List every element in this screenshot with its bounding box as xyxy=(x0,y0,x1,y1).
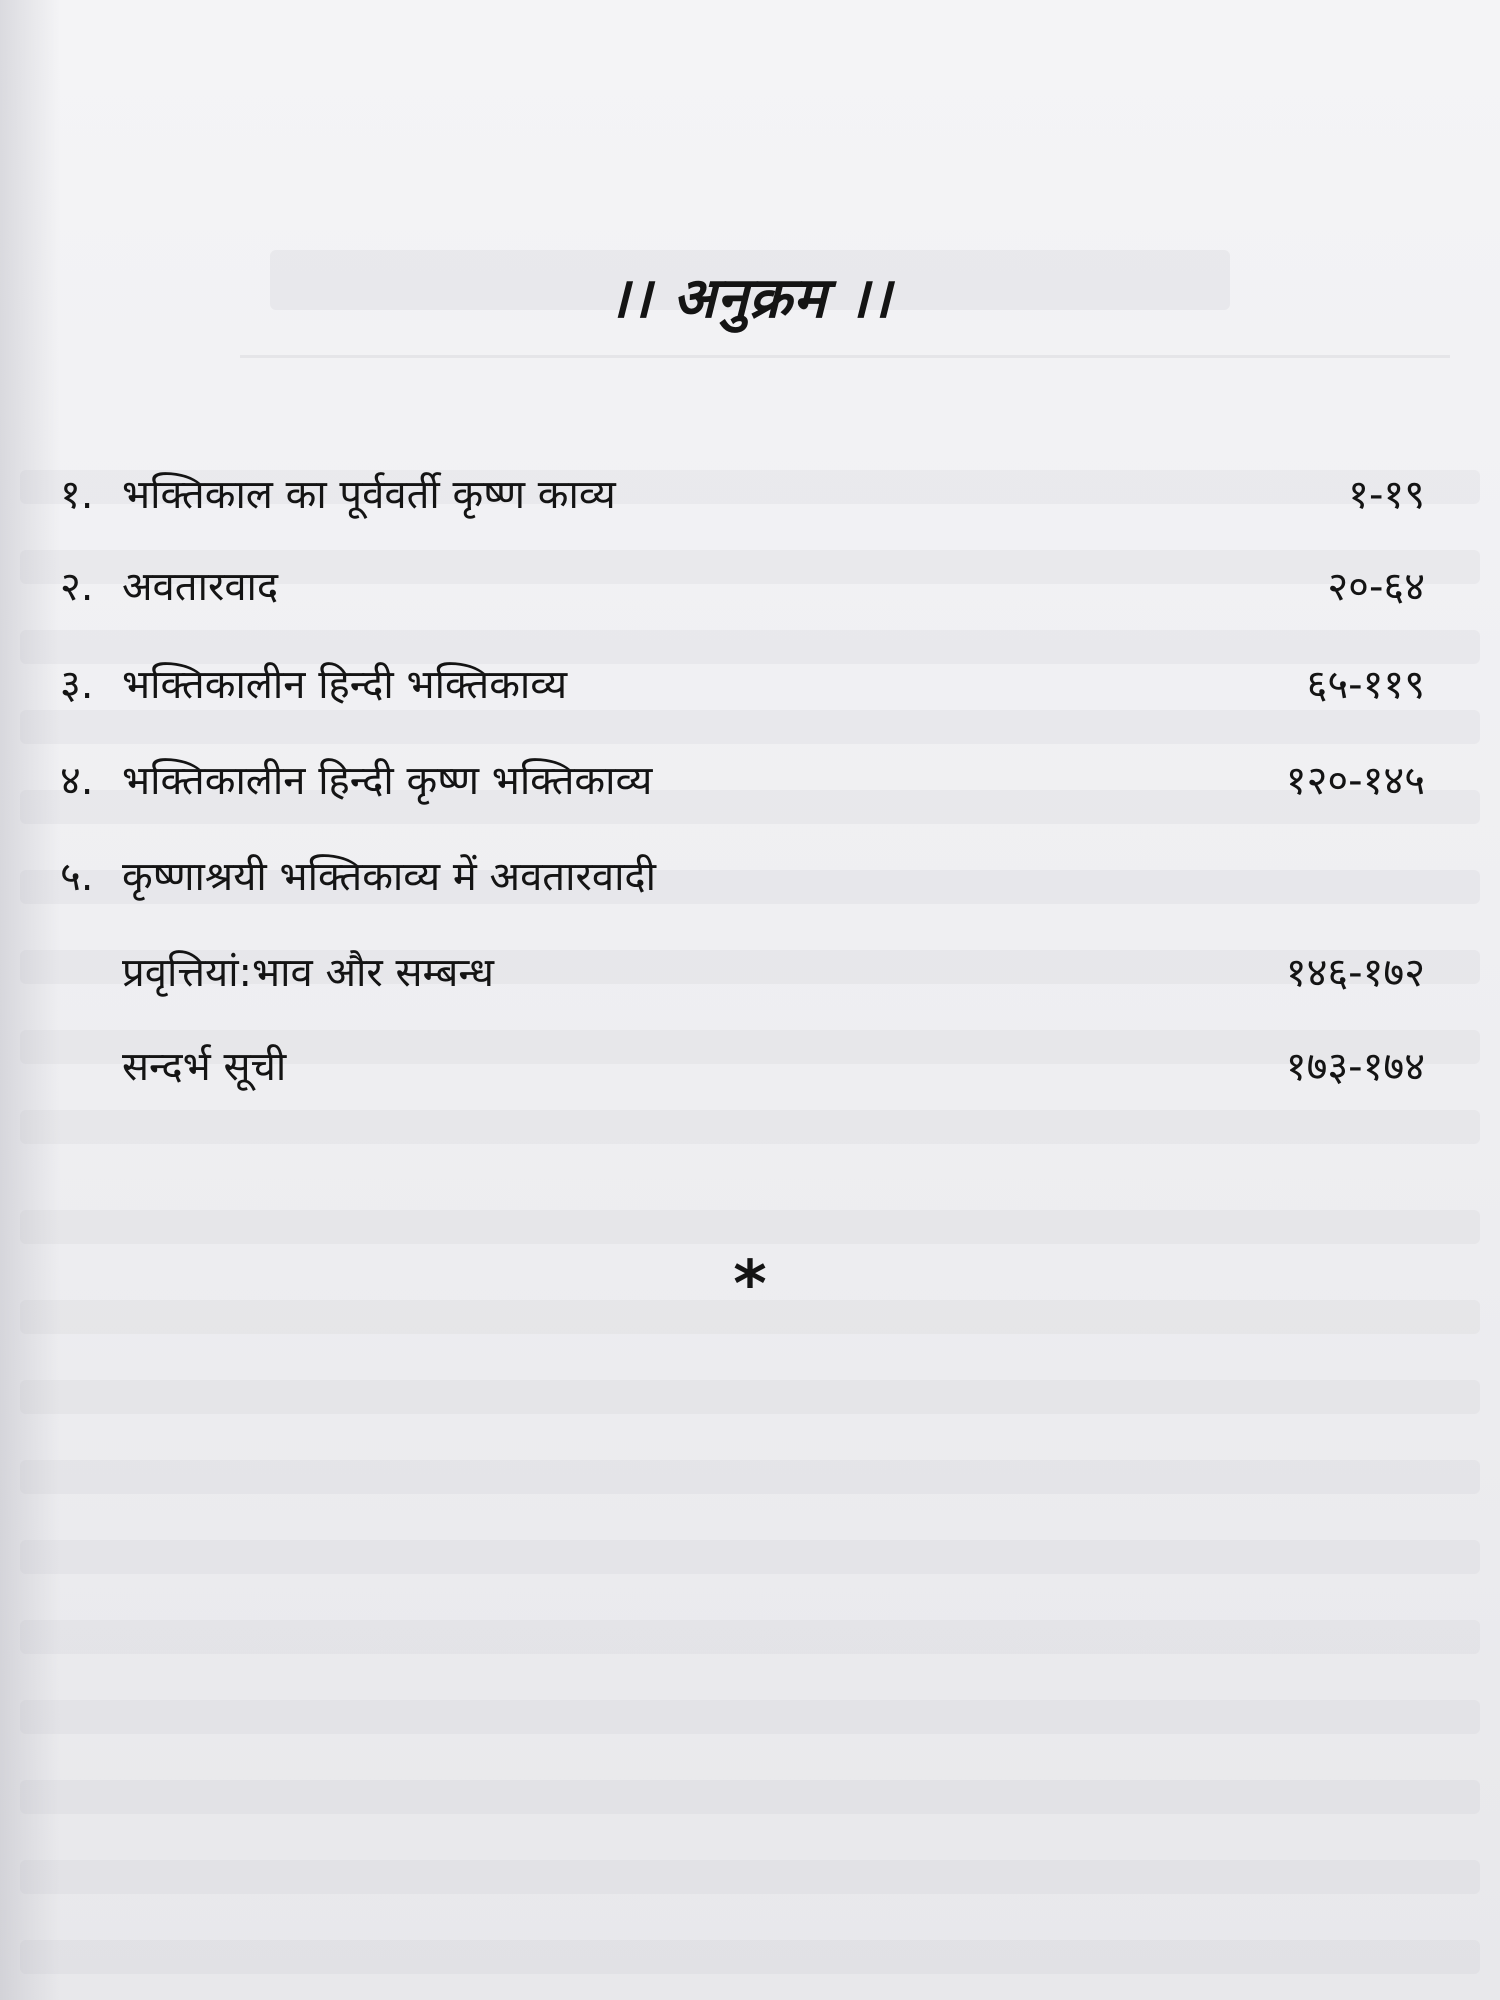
toc-entry-title: प्रवृत्तियां:भाव और सम्बन्ध xyxy=(122,950,495,996)
toc-entry-5-continued xyxy=(60,936,1425,1010)
toc-entry-title: कृष्णाश्रयी भक्तिकाव्य में अवतारवादी xyxy=(122,854,657,900)
toc-entry-number: ३. xyxy=(60,662,94,708)
toc-entry-number: ४. xyxy=(60,758,94,804)
toc-entry-number: १. xyxy=(60,472,94,518)
toc-entry-pages: ६५-११९ xyxy=(1306,662,1425,708)
toc-entry-title: भक्तिकालीन हिन्दी कृष्ण भक्तिकाव्य xyxy=(122,758,653,804)
contents-heading: ।। अनुक्रम ।। xyxy=(607,265,893,331)
toc-entry-references xyxy=(60,1030,1425,1104)
toc-entry-number: ५. xyxy=(60,854,94,900)
toc-entry-pages: २०-६४ xyxy=(1327,564,1425,610)
toc-entry-title: अवतारवाद xyxy=(122,564,279,610)
toc-entry-pages: १७३-१७४ xyxy=(1285,1044,1425,1090)
toc-entry-4 xyxy=(60,744,1425,818)
toc-entry-title: भक्तिकाल का पूर्ववर्ती कृष्ण काव्य xyxy=(122,472,616,518)
toc-entry-2 xyxy=(60,550,1425,624)
toc-entry-5 xyxy=(60,840,1425,914)
toc-entry-pages: १४६-१७२ xyxy=(1285,950,1425,996)
toc-entry-pages: १-१९ xyxy=(1348,472,1425,518)
end-asterisk: * xyxy=(733,1248,767,1322)
toc-entry-title: भक्तिकालीन हिन्दी भक्तिकाव्य xyxy=(122,662,568,708)
toc-entry-number: २. xyxy=(60,564,94,610)
toc-entry-1 xyxy=(60,458,1425,532)
toc-entry-title: सन्दर्भ सूची xyxy=(122,1044,287,1090)
toc-entry-3 xyxy=(60,648,1425,722)
toc-entry-pages: १२०-१४५ xyxy=(1285,758,1425,804)
